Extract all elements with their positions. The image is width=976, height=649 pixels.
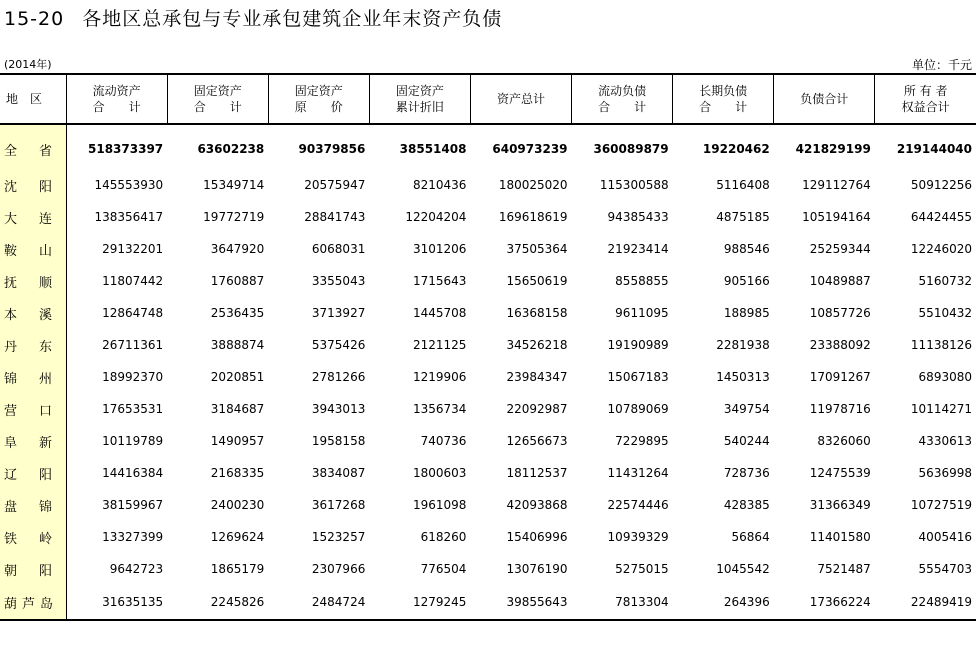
value-cell: 115300588 — [599, 178, 669, 192]
value-cell: 31635135 — [66, 585, 167, 620]
table-row — [0, 425, 976, 457]
value-cell: 18112537 — [506, 466, 568, 480]
value-cell: 21923414 — [607, 242, 669, 256]
value-cell: 2281938 — [716, 338, 770, 352]
value-cell: 1045542 — [716, 562, 770, 576]
value-cell: 1450313 — [716, 370, 770, 384]
header-row — [0, 74, 976, 124]
value-cell: 618260 — [420, 530, 467, 544]
value-cell: 11978716 — [809, 402, 871, 416]
value-cell: 1958158 — [311, 434, 366, 448]
value-cell: 18992370 — [102, 370, 164, 384]
table-row — [0, 393, 976, 425]
value-cell: 10727519 — [910, 498, 972, 512]
value-cell: 22092987 — [506, 402, 568, 416]
value-cell: 105194164 — [802, 210, 871, 224]
column-header — [572, 74, 673, 124]
value-cell: 14416384 — [102, 466, 164, 480]
value-cell: 1356734 — [412, 402, 467, 416]
value-cell: 11431264 — [607, 466, 669, 480]
column-header-line: 合 计 — [699, 100, 748, 114]
value-cell: 5160732 — [918, 274, 972, 288]
value-cell: 2020851 — [210, 370, 265, 384]
value-cell: 12656673 — [506, 434, 568, 448]
value-cell: 2121125 — [412, 338, 467, 352]
table-title: 各地区总承包与专业承包建筑企业年末资产负债 — [82, 8, 503, 30]
value-cell: 7813304 — [572, 585, 673, 620]
table-row — [0, 553, 976, 585]
table-row — [0, 457, 976, 489]
column-header-line: 负债合计 — [800, 92, 849, 106]
value-cell: 9642723 — [109, 562, 164, 576]
value-cell: 19190989 — [607, 338, 669, 352]
region-cell: 阜新 — [0, 425, 66, 457]
value-cell: 3647920 — [210, 242, 265, 256]
value-cell: 988546 — [723, 242, 770, 256]
value-cell: 2307966 — [311, 562, 366, 576]
value-cell: 640973239 — [492, 142, 568, 156]
value-cell: 5375426 — [311, 338, 366, 352]
value-cell: 2536435 — [210, 306, 265, 320]
value-cell: 1715643 — [412, 274, 467, 288]
value-cell: 3101206 — [412, 242, 467, 256]
value-cell: 1523257 — [311, 530, 366, 544]
value-cell: 23984347 — [506, 370, 568, 384]
value-cell: 12864748 — [102, 306, 164, 320]
value-cell: 37505364 — [506, 242, 568, 256]
column-header-line: 地 区 — [6, 92, 43, 106]
value-cell: 11401580 — [809, 530, 871, 544]
value-cell: 2781266 — [311, 370, 366, 384]
column-header — [875, 74, 976, 124]
table-row — [0, 297, 976, 329]
value-cell: 1269624 — [210, 530, 265, 544]
year-label: (2014年) — [4, 58, 52, 71]
column-header-line: 权益合计 — [901, 100, 950, 114]
value-cell: 8558855 — [615, 274, 669, 288]
value-cell: 1279245 — [369, 585, 470, 620]
table-row — [0, 233, 976, 265]
value-cell: 4005416 — [918, 530, 972, 544]
value-cell: 219144040 — [896, 142, 972, 156]
region-cell: 全省 — [0, 124, 66, 169]
value-cell: 13327399 — [102, 530, 164, 544]
value-cell: 11138126 — [910, 338, 972, 352]
column-header-line: 所 有 者 — [903, 84, 948, 98]
value-cell: 1445708 — [412, 306, 467, 320]
value-cell: 23388092 — [809, 338, 871, 352]
value-cell: 145553930 — [94, 178, 164, 192]
value-cell: 11807442 — [102, 274, 164, 288]
value-cell: 17653531 — [102, 402, 164, 416]
value-cell: 15650619 — [506, 274, 568, 288]
table-row — [0, 329, 976, 361]
value-cell: 19772719 — [203, 210, 265, 224]
table-header — [0, 74, 976, 124]
value-cell: 728736 — [723, 466, 770, 480]
region-cell: 营口 — [0, 393, 66, 425]
value-cell: 42093868 — [506, 498, 568, 512]
table-row — [0, 521, 976, 553]
value-cell: 6893080 — [918, 370, 972, 384]
value-cell: 12204204 — [405, 210, 467, 224]
value-cell: 19220462 — [702, 142, 770, 156]
table-row — [0, 265, 976, 297]
region-cell: 铁岭 — [0, 521, 66, 553]
value-cell: 20575947 — [304, 178, 366, 192]
value-cell: 3888874 — [210, 338, 265, 352]
value-cell: 776504 — [420, 562, 467, 576]
data-table — [0, 73, 976, 621]
value-cell: 3943013 — [311, 402, 366, 416]
column-header-line: 长期负债 — [699, 84, 748, 98]
value-cell: 8326060 — [817, 434, 871, 448]
value-cell: 8210436 — [412, 178, 467, 192]
value-cell: 5554703 — [918, 562, 972, 576]
value-cell: 29132201 — [102, 242, 164, 256]
value-cell: 39855643 — [470, 585, 571, 620]
value-cell: 2484724 — [268, 585, 369, 620]
value-cell: 540244 — [723, 434, 770, 448]
value-cell: 5636998 — [918, 466, 972, 480]
region-cell: 丹东 — [0, 329, 66, 361]
value-cell: 7229895 — [615, 434, 669, 448]
value-cell: 13076190 — [506, 562, 568, 576]
value-cell: 63602238 — [197, 142, 265, 156]
value-cell: 360089879 — [593, 142, 669, 156]
column-header — [774, 74, 875, 124]
value-cell: 169618619 — [498, 210, 568, 224]
table-row — [0, 201, 976, 233]
value-cell: 905166 — [723, 274, 770, 288]
value-cell: 26711361 — [102, 338, 164, 352]
unit-label: 单位：千元 — [911, 58, 972, 72]
value-cell: 138356417 — [94, 210, 164, 224]
region-cell: 大连 — [0, 201, 66, 233]
value-cell: 3713927 — [311, 306, 366, 320]
value-cell: 50912256 — [910, 178, 972, 192]
value-cell: 3355043 — [311, 274, 366, 288]
value-cell: 5116408 — [716, 178, 770, 192]
value-cell: 38551408 — [399, 142, 467, 156]
column-header — [167, 74, 268, 124]
value-cell: 9611095 — [615, 306, 669, 320]
value-cell: 15406996 — [506, 530, 568, 544]
column-header — [369, 74, 470, 124]
column-header-line: 原 价 — [294, 100, 343, 114]
region-cell: 抚顺 — [0, 265, 66, 297]
column-header — [66, 74, 167, 124]
value-cell: 28841743 — [304, 210, 366, 224]
value-cell: 12246020 — [910, 242, 972, 256]
column-header-line: 合 计 — [92, 100, 141, 114]
region-cell: 辽阳 — [0, 457, 66, 489]
region-cell: 锦州 — [0, 361, 66, 393]
value-cell: 17091267 — [809, 370, 871, 384]
value-cell: 10939329 — [607, 530, 669, 544]
value-cell: 5275015 — [615, 562, 669, 576]
value-cell: 10114271 — [910, 402, 972, 416]
column-header-line: 累计折旧 — [395, 100, 444, 114]
region-cell: 本溪 — [0, 297, 66, 329]
value-cell: 10857726 — [809, 306, 871, 320]
column-header-line: 固定资产 — [395, 84, 444, 98]
value-cell: 64424455 — [910, 210, 972, 224]
column-header-line: 流动资产 — [92, 84, 141, 98]
value-cell: 31366349 — [809, 498, 871, 512]
value-cell: 2245826 — [167, 585, 268, 620]
value-cell: 518373397 — [88, 142, 164, 156]
value-cell: 188985 — [723, 306, 770, 320]
column-header — [268, 74, 369, 124]
column-header-line: 资产总计 — [496, 92, 545, 106]
value-cell: 349754 — [723, 402, 770, 416]
value-cell: 2400230 — [210, 498, 265, 512]
value-cell: 10119789 — [102, 434, 164, 448]
value-cell: 180025020 — [498, 178, 568, 192]
value-cell: 90379856 — [298, 142, 366, 156]
value-cell: 3834087 — [311, 466, 366, 480]
value-cell: 2168335 — [210, 466, 265, 480]
value-cell: 1865179 — [210, 562, 265, 576]
value-cell: 1760887 — [210, 274, 265, 288]
value-cell: 6068031 — [311, 242, 366, 256]
value-cell: 56864 — [731, 530, 770, 544]
value-cell: 4330613 — [918, 434, 972, 448]
value-cell: 4875185 — [716, 210, 770, 224]
value-cell: 12475539 — [809, 466, 871, 480]
table-number: 15-20 — [4, 8, 65, 30]
value-cell: 1800603 — [412, 466, 467, 480]
region-cell: 盘锦 — [0, 489, 66, 521]
value-cell: 264396 — [673, 585, 774, 620]
column-header — [470, 74, 571, 124]
value-cell: 5510432 — [918, 306, 972, 320]
table-row — [0, 361, 976, 393]
value-cell: 129112764 — [802, 178, 871, 192]
table-row — [0, 489, 976, 521]
column-header-line: 固定资产 — [193, 84, 242, 98]
value-cell: 15349714 — [203, 178, 265, 192]
region-cell: 朝阳 — [0, 553, 66, 585]
value-cell: 1490957 — [210, 434, 265, 448]
column-header — [0, 74, 66, 124]
value-cell: 1961098 — [412, 498, 467, 512]
value-cell: 15067183 — [607, 370, 669, 384]
value-cell: 25259344 — [809, 242, 871, 256]
table-body — [0, 124, 976, 620]
value-cell: 22489419 — [875, 585, 976, 620]
page-title — [4, 4, 502, 31]
value-cell: 740736 — [420, 434, 467, 448]
value-cell: 16368158 — [506, 306, 568, 320]
region-cell: 鞍山 — [0, 233, 66, 265]
value-cell: 17366224 — [774, 585, 875, 620]
value-cell: 94385433 — [607, 210, 669, 224]
value-cell: 10489887 — [809, 274, 871, 288]
region-cell: 葫芦岛 — [0, 585, 66, 620]
column-header-line: 合 计 — [193, 100, 242, 114]
value-cell: 7521487 — [817, 562, 871, 576]
column-header — [673, 74, 774, 124]
value-cell: 3617268 — [311, 498, 366, 512]
column-header-line: 固定资产 — [294, 84, 343, 98]
value-cell: 428385 — [723, 498, 770, 512]
total-row — [0, 124, 976, 169]
value-cell: 1219906 — [412, 370, 467, 384]
column-header-line: 合 计 — [598, 100, 647, 114]
value-cell: 22574446 — [607, 498, 669, 512]
value-cell: 10789069 — [607, 402, 669, 416]
value-cell: 34526218 — [506, 338, 568, 352]
value-cell: 421829199 — [795, 142, 871, 156]
table-row — [0, 169, 976, 201]
value-cell: 38159967 — [102, 498, 164, 512]
table-row — [0, 585, 976, 620]
region-cell: 沈阳 — [0, 169, 66, 201]
value-cell: 3184687 — [210, 402, 265, 416]
column-header-line: 流动负债 — [598, 84, 647, 98]
